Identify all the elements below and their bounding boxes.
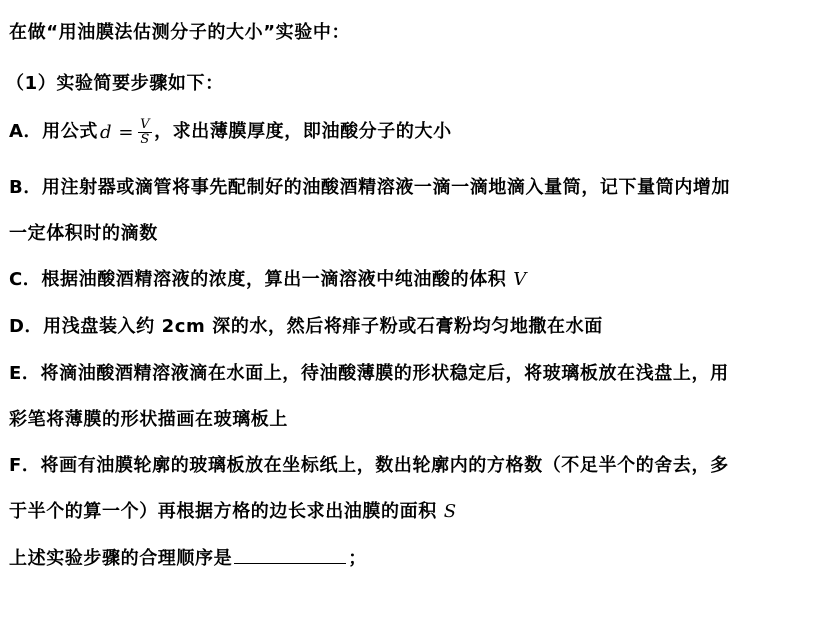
step-b-line-2: 一定体积时的滴数 [9, 223, 158, 244]
step-c [9, 265, 527, 291]
step-f-line-2-text: 于半个的算一个）再根据方格的边长求出油膜的面积 [9, 501, 437, 522]
order-question [9, 544, 367, 570]
step-f-line-1: F．将画有油膜轮廓的玻璃板放在坐标纸上，数出轮廓内的方格数（不足半个的舍去，多 [9, 455, 729, 476]
step-b-line-1: B．用注射器或滴管将事先配制好的油酸酒精溶液一滴一滴地滴入量筒，记下量筒内增加 [9, 177, 731, 198]
formula-numerator: V [140, 116, 151, 132]
step-e-line-2: 彩笔将薄膜的形状描画在玻璃板上 [9, 409, 288, 430]
step-e-line-1: E．将滴油酸酒精溶液滴在水面上，待油酸薄膜的形状稳定后，将玻璃板放在浅盘上，用 [9, 363, 729, 384]
step-a [9, 117, 452, 147]
thickness-formula [100, 118, 152, 147]
intro-text: 在做“用油膜法估测分子的大小”实验中： [9, 22, 351, 43]
step-a-suffix: ，求出薄膜厚度，即油酸分子的大小 [154, 121, 452, 142]
order-question-prefix: 上述实验步骤的合理顺序是 [9, 548, 233, 569]
area-variable: S [443, 501, 457, 522]
formula-denominator: S [140, 131, 150, 147]
step-d: D．用浅盘装入约 2cm 深的水，然后将痱子粉或石膏粉均匀地撒在水面 [9, 316, 603, 337]
answer-blank[interactable] [234, 549, 346, 564]
step-c-text: C．根据油酸酒精溶液的浓度，算出一滴溶液中纯油酸的体积 [9, 269, 507, 290]
formula-fraction [138, 118, 152, 147]
step-f-line-2 [9, 497, 457, 523]
formula-lhs: d = [99, 121, 135, 143]
order-question-suffix: ； [348, 548, 367, 569]
volume-variable: V [513, 269, 527, 290]
question-1-title: （1）实验简要步骤如下： [6, 73, 224, 94]
step-a-prefix: A．用公式 [9, 121, 98, 142]
